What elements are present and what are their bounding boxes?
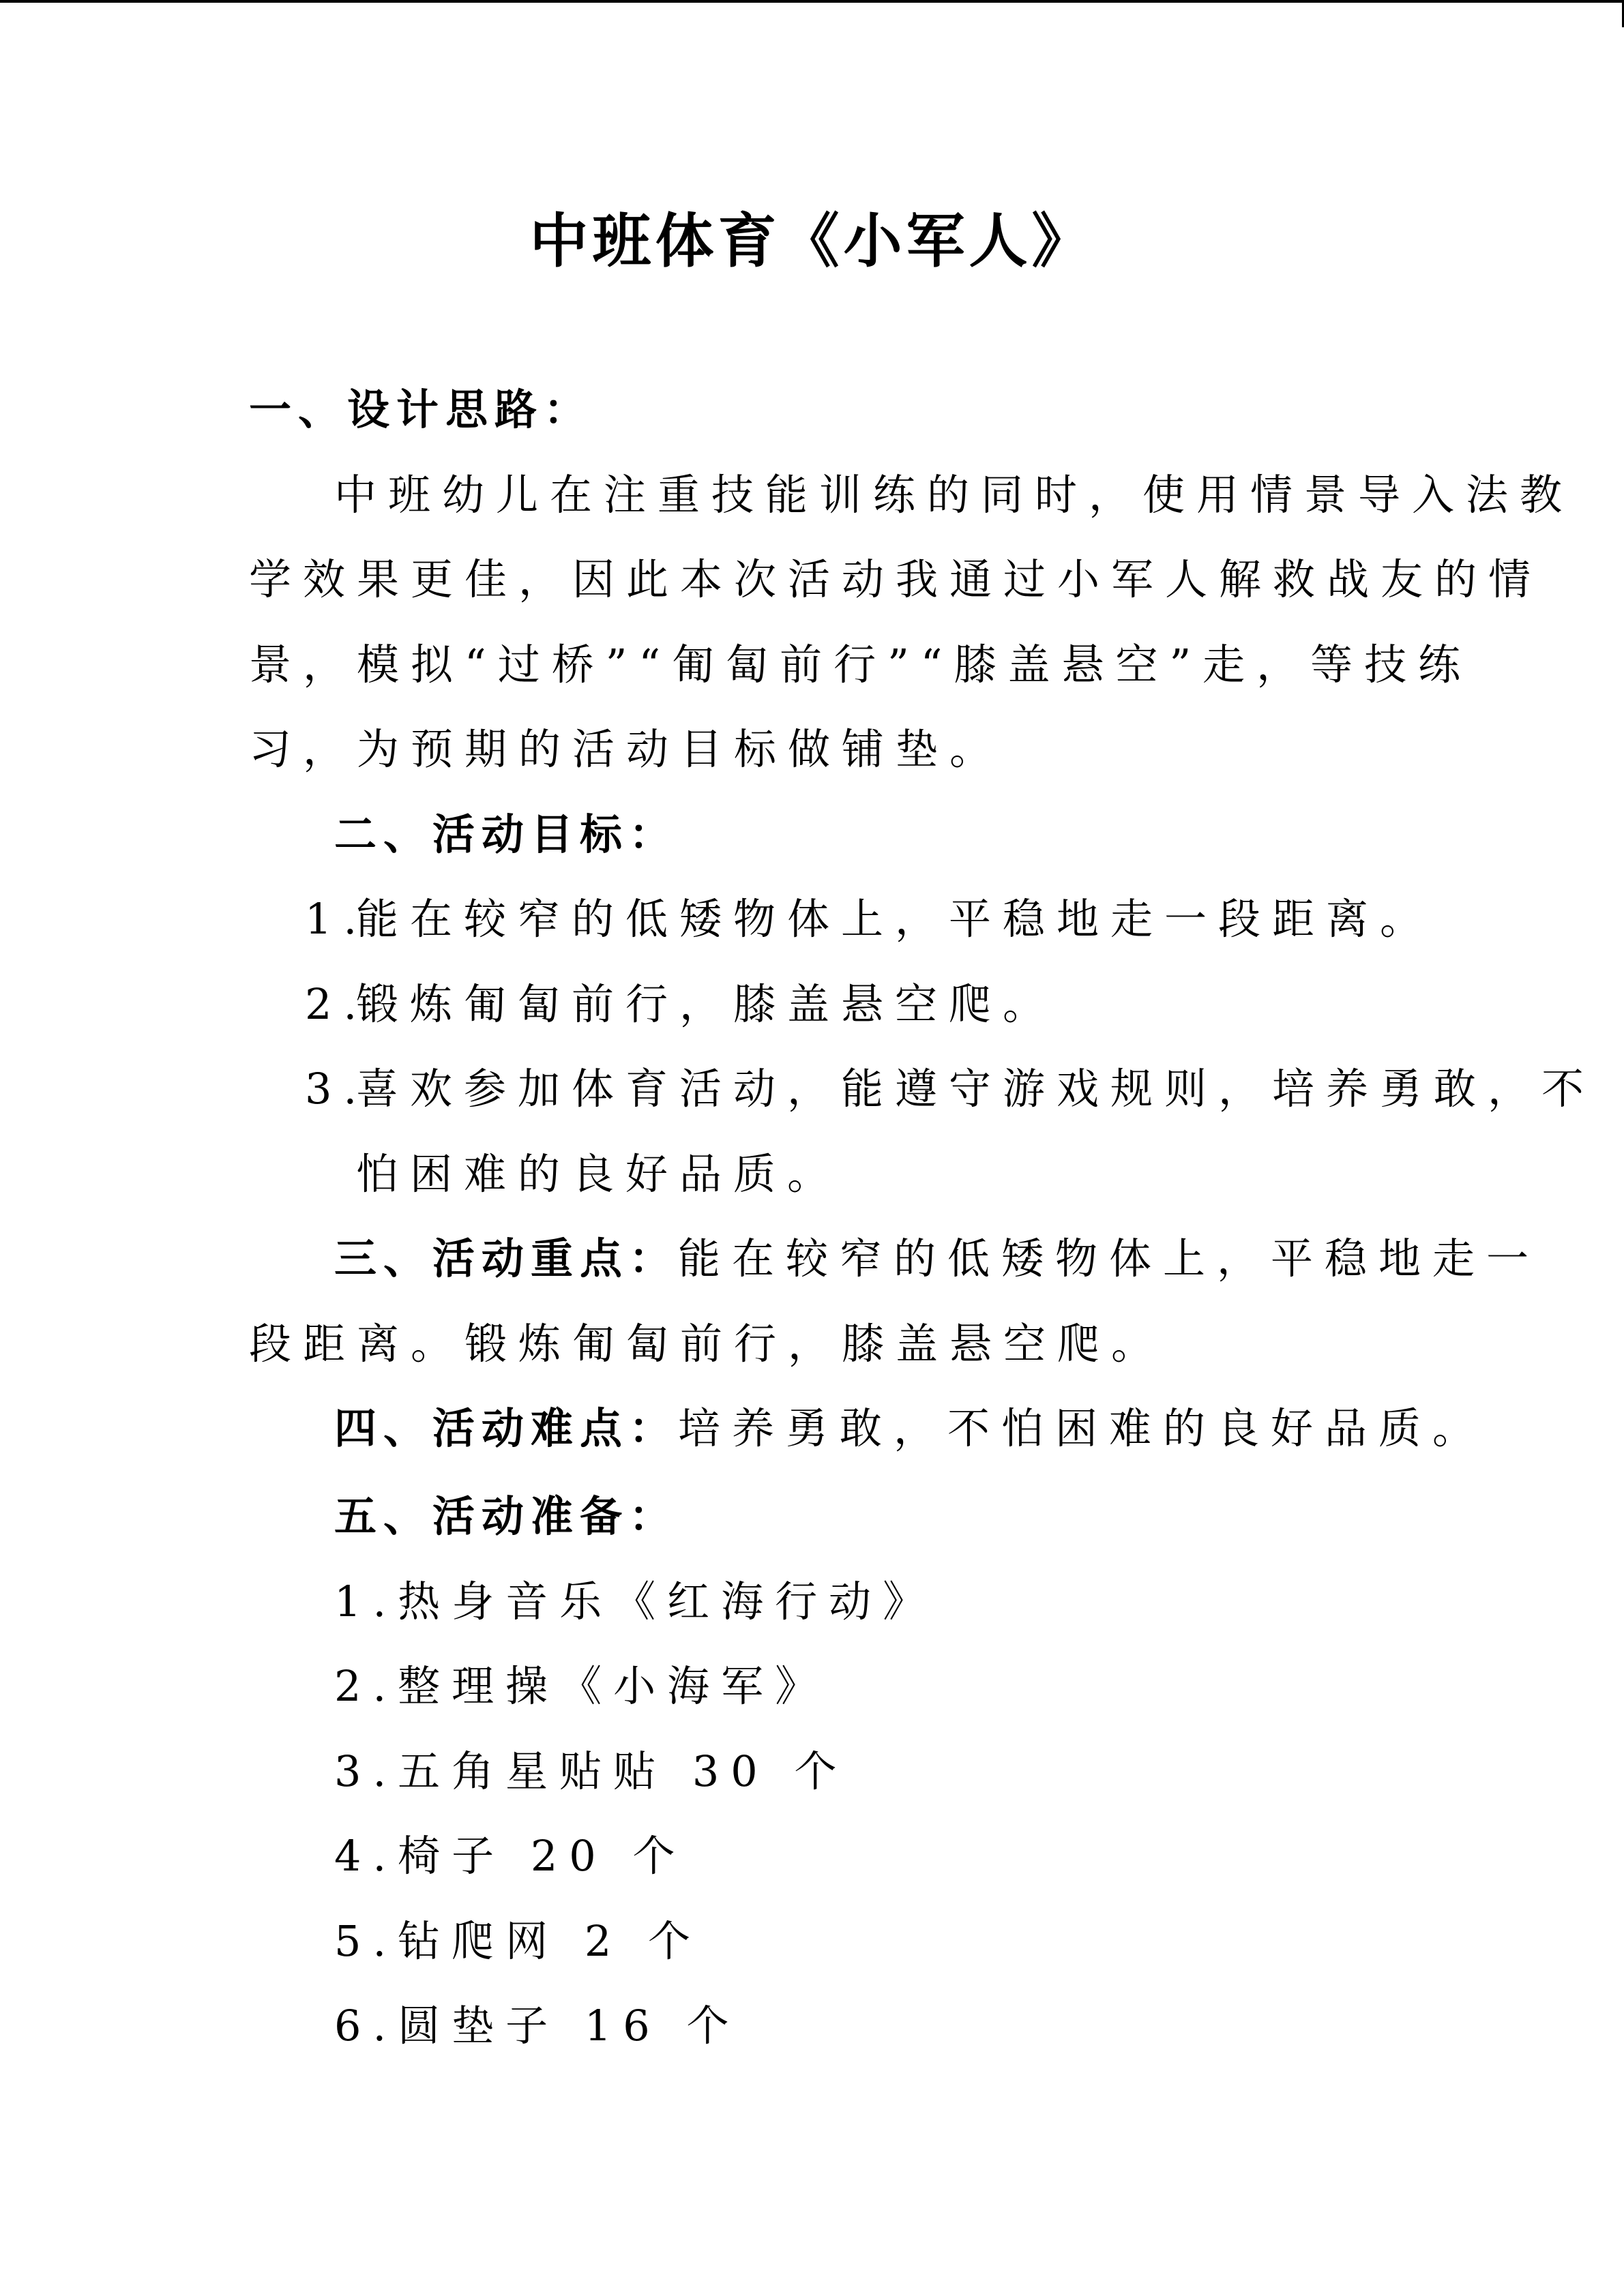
preparation-item: 3.五角星贴贴 30 个 (334, 1746, 848, 1796)
goal-item-continued: 怕困难的良好品质。 (356, 1149, 842, 1199)
design-paragraph-line: 学效果更佳，因此本次活动我通过小军人解救战友的情 (249, 554, 1543, 604)
section-heading-design: 一、设计思路： (249, 385, 593, 434)
preparation-item: 2.整理操《小海军》 (334, 1661, 829, 1711)
preparation-item: 1.热身音乐《红海行动》 (334, 1577, 937, 1626)
page-top-border (0, 0, 1624, 3)
difficulty-text: 培养勇敢，不怕困难的良好品质。 (678, 1403, 1487, 1453)
key-points-text-continued: 段距离。锻炼匍匐前行，膝盖悬空爬。 (249, 1319, 1166, 1369)
goal-number: 1. (305, 894, 369, 944)
key-points-text: 能在较窄的低矮物体上，平稳地走一 (678, 1234, 1541, 1283)
design-paragraph-line: 中班幼儿在注重技能训练的同时，使用情景导入法教 (334, 470, 1574, 520)
difficulty-line (334, 1386, 1486, 1471)
preparation-item: 5.钻爬网 2 个 (334, 1916, 703, 1966)
preparation-item: 4.椅子 20 个 (334, 1831, 687, 1881)
goal-number: 2. (305, 979, 369, 1029)
key-points-line (334, 1217, 1540, 1301)
design-paragraph-line: 景，模拟“过桥”“匍匐前行”“膝盖悬空”走，等技练 (249, 640, 1473, 689)
document-title: 中班体育《小军人》 (529, 207, 1095, 275)
section-heading-preparation: 五、活动准备： (334, 1491, 679, 1541)
design-paragraph-line: 习，为预期的活动目标做铺垫。 (249, 724, 1004, 774)
goal-item: 喜欢参加体育活动，能遵守游戏规则，培养勇敢，不 (356, 1064, 1596, 1114)
preparation-item: 6.圆垫子 16 个 (334, 2001, 741, 2051)
goal-number: 3. (305, 1064, 369, 1114)
section-heading-key-points: 三、活动重点： (334, 1234, 679, 1283)
section-heading-difficulty: 四、活动难点： (334, 1403, 679, 1453)
goal-item: 能在较窄的低矮物体上，平稳地走一段距离。 (356, 894, 1434, 944)
section-heading-goals: 二、活动目标： (334, 809, 679, 859)
goal-item: 锻炼匍匐前行，膝盖悬空爬。 (356, 979, 1057, 1029)
